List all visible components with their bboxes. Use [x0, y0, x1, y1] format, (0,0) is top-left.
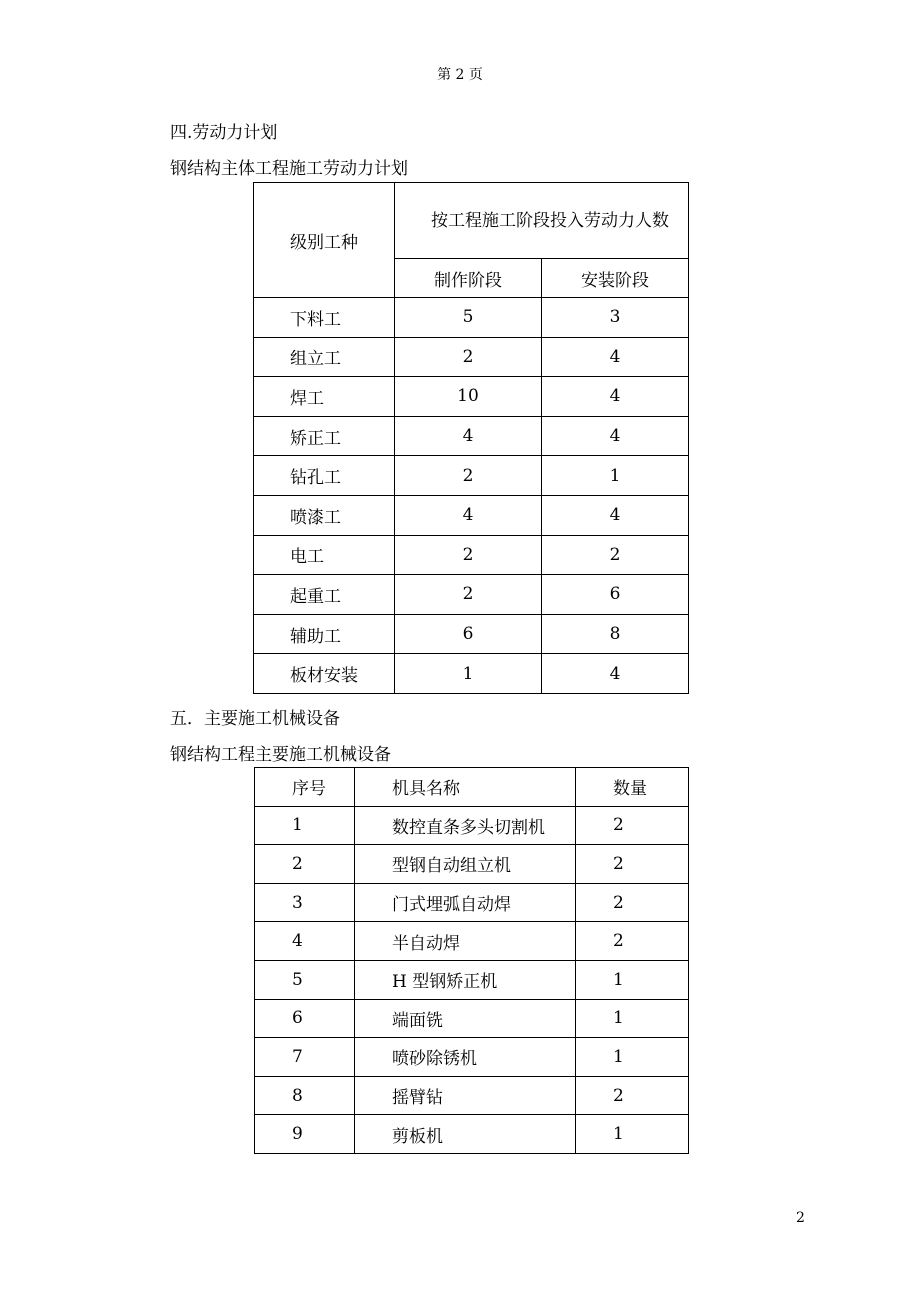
trade-cell: 电工 [254, 535, 395, 575]
install-count-cell: 2 [542, 535, 689, 575]
quantity-cell: 1 [576, 999, 689, 1038]
table-row [255, 806, 689, 845]
table-header-row [255, 768, 689, 807]
trade-cell: 喷漆工 [254, 495, 395, 535]
stage-group-header: 按工程施工阶段投入劳动力人数 [395, 183, 689, 259]
table-row [255, 922, 689, 961]
table-row [254, 575, 689, 615]
table-row [254, 456, 689, 496]
equipment-name-cell: 喷砂除锈机 [355, 1038, 576, 1077]
no-cell: 1 [255, 806, 355, 845]
install-count-cell: 4 [542, 337, 689, 377]
table-header-row [254, 183, 689, 259]
trade-cell: 焊工 [254, 377, 395, 417]
trade-cell: 起重工 [254, 575, 395, 615]
make-count-cell: 4 [395, 416, 542, 456]
quantity-cell: 1 [576, 960, 689, 999]
equipment-name-cell: 数控直条多头切割机 [355, 806, 576, 845]
install-count-cell: 8 [542, 614, 689, 654]
page-header: 第 2 页 [437, 67, 483, 83]
equipment-name-cell: H 型钢矫正机 [355, 960, 576, 999]
quantity-cell: 2 [576, 845, 689, 884]
install-count-cell: 6 [542, 575, 689, 615]
make-count-cell: 6 [395, 614, 542, 654]
install-count-cell: 4 [542, 416, 689, 456]
table-row [254, 614, 689, 654]
make-count-cell: 2 [395, 535, 542, 575]
make-count-cell: 2 [395, 575, 542, 615]
equipment-name-cell: 门式埋弧自动焊 [355, 883, 576, 922]
quantity-cell: 2 [576, 883, 689, 922]
table-row [254, 416, 689, 456]
quantity-cell: 2 [576, 922, 689, 961]
table-row [255, 999, 689, 1038]
table-row [255, 960, 689, 999]
make-count-cell: 10 [395, 377, 542, 417]
make-count-cell: 4 [395, 495, 542, 535]
quantity-cell: 1 [576, 1038, 689, 1077]
section-4-heading: 四.劳动力计划 [170, 123, 278, 143]
install-count-cell: 3 [542, 298, 689, 338]
trade-cell: 辅助工 [254, 614, 395, 654]
trade-cell: 矫正工 [254, 416, 395, 456]
no-cell: 9 [255, 1115, 355, 1154]
section-5-heading: 五．主要施工机械设备 [170, 709, 340, 729]
equipment-name-cell: 半自动焊 [355, 922, 576, 961]
no-column-header: 序号 [255, 768, 355, 807]
table-row [254, 298, 689, 338]
trade-cell: 下料工 [254, 298, 395, 338]
make-count-cell: 5 [395, 298, 542, 338]
trade-cell: 板材安装 [254, 654, 395, 694]
no-cell: 6 [255, 999, 355, 1038]
equipment-name-cell: 剪板机 [355, 1115, 576, 1154]
no-cell: 4 [255, 922, 355, 961]
install-count-cell: 4 [542, 377, 689, 417]
no-cell: 2 [255, 845, 355, 884]
equipment-name-cell: 端面铣 [355, 999, 576, 1038]
table-row [254, 495, 689, 535]
equipment-table-body [255, 806, 689, 1153]
trade-column-header: 级别工种 [254, 183, 395, 298]
make-count-cell: 2 [395, 456, 542, 496]
make-count-cell: 1 [395, 654, 542, 694]
page-number: 2 [796, 1210, 805, 1226]
make-count-cell: 2 [395, 337, 542, 377]
table-row [254, 535, 689, 575]
quantity-cell: 2 [576, 806, 689, 845]
table-row [255, 1038, 689, 1077]
equipment-table-title: 钢结构工程主要施工机械设备 [170, 745, 391, 765]
no-cell: 5 [255, 960, 355, 999]
install-count-cell: 4 [542, 495, 689, 535]
install-stage-header: 安装阶段 [542, 259, 689, 298]
no-cell: 3 [255, 883, 355, 922]
no-cell: 8 [255, 1076, 355, 1115]
table-row [254, 377, 689, 417]
table-row [255, 883, 689, 922]
qty-column-header: 数量 [576, 768, 689, 807]
equipment-table [254, 767, 689, 1154]
table-row [255, 845, 689, 884]
trade-cell: 组立工 [254, 337, 395, 377]
no-cell: 7 [255, 1038, 355, 1077]
equipment-name-cell: 摇臂钻 [355, 1076, 576, 1115]
quantity-cell: 2 [576, 1076, 689, 1115]
table-row [254, 337, 689, 377]
table-row [254, 654, 689, 694]
quantity-cell: 1 [576, 1115, 689, 1154]
install-count-cell: 4 [542, 654, 689, 694]
labor-table-title: 钢结构主体工程施工劳动力计划 [170, 159, 408, 179]
labor-plan-table [253, 182, 689, 694]
table-row [255, 1115, 689, 1154]
labor-table-body [254, 298, 689, 694]
name-column-header: 机具名称 [355, 768, 576, 807]
install-count-cell: 1 [542, 456, 689, 496]
make-stage-header: 制作阶段 [395, 259, 542, 298]
table-row [255, 1076, 689, 1115]
equipment-name-cell: 型钢自动组立机 [355, 845, 576, 884]
trade-cell: 钻孔工 [254, 456, 395, 496]
